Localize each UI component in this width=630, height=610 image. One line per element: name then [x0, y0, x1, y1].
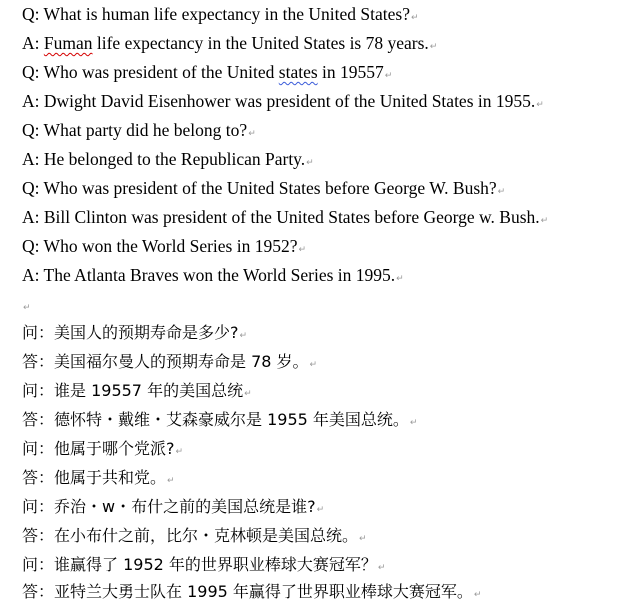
paragraph-mark-icon: ↵: [248, 129, 256, 139]
paragraph-mark-icon: ↵: [298, 245, 307, 255]
paragraph-mark-icon: ↵: [239, 331, 248, 341]
paragraph-mark-icon: ↵: [536, 100, 544, 110]
paragraph-mark-icon: ↵: [306, 158, 314, 168]
empty-paragraph[interactable]: [22, 290, 31, 319]
paragraph-mark-icon: ↵: [410, 13, 419, 23]
en-answer-3[interactable]: A: He belonged to the Republican Party.↵: [22, 149, 314, 169]
grammar-error-states[interactable]: states: [278, 62, 318, 82]
paragraph-mark-icon: ↵: [167, 476, 175, 486]
paragraph-mark-icon: ↵: [384, 71, 393, 81]
en-answer-4[interactable]: A: Bill Clinton was president of the United States before George w. Bush.↵: [22, 207, 549, 227]
paragraph-mark-icon: ↵: [309, 360, 318, 370]
zh-answer-1[interactable]: 答：美国福尔曼人的预期寿命是 78 岁。↵: [22, 352, 318, 371]
paragraph-mark-icon: ↵: [429, 42, 438, 52]
paragraph-mark-icon: ↵: [540, 216, 549, 226]
en-answer-5[interactable]: A: The Atlanta Braves won the World Series in 1995.↵: [22, 265, 404, 285]
zh-question-3[interactable]: 问：他属于哪个党派?↵: [22, 439, 184, 458]
paragraph-mark-icon: ↵: [497, 187, 506, 197]
paragraph-mark-icon: ↵: [409, 418, 418, 428]
zh-answer-2[interactable]: 答：德怀特・戴维・艾森豪威尔是 1955 年美国总统。↵: [22, 410, 418, 429]
zh-answer-4[interactable]: 答：在小布什之前，比尔・克林顿是美国总统。↵: [22, 526, 367, 545]
en-question-4[interactable]: Q: Who was president of the United States before George W. Bush?↵: [22, 178, 506, 198]
paragraph-mark-icon: ↵: [377, 563, 386, 573]
en-question-1[interactable]: Q: What is human life expectancy in the United States?↵: [22, 4, 419, 24]
en-question-5[interactable]: Q: Who won the World Series in 1952?↵: [22, 236, 307, 256]
en-question-2[interactable]: Q: Who was president of the United states in 19557↵: [22, 62, 393, 82]
en-answer-1[interactable]: A: Fuman life expectancy in the United States is 78 years.↵: [22, 33, 438, 53]
paragraph-mark-icon: ↵: [244, 389, 252, 399]
paragraph-mark-icon: ↵: [23, 303, 31, 313]
paragraph-mark-icon: ↵: [359, 534, 367, 544]
paragraph-mark-icon: ↵: [175, 447, 184, 457]
paragraph-mark-icon: ↵: [396, 274, 404, 284]
en-question-3[interactable]: Q: What party did he belong to?↵: [22, 120, 256, 140]
zh-answer-5[interactable]: 答：亚特兰大勇士队在 1995 年赢得了世界职业棒球大赛冠军。↵: [22, 582, 482, 601]
spelling-error-fuman[interactable]: Fuman: [43, 33, 93, 53]
zh-answer-3[interactable]: 答：他属于共和党。↵: [22, 468, 175, 487]
zh-question-1[interactable]: 问：美国人的预期寿命是多少?↵: [22, 323, 248, 342]
zh-question-5[interactable]: 问：谁赢得了 1952 年的世界职业棒球大赛冠军？↵: [22, 555, 386, 574]
paragraph-mark-icon: ↵: [316, 505, 325, 515]
en-answer-2[interactable]: A: Dwight David Eisenhower was president of the United States in 1955.↵: [22, 91, 544, 111]
zh-question-4[interactable]: 问：乔治・w・布什之前的美国总统是谁?↵: [22, 497, 325, 516]
paragraph-mark-icon: ↵: [473, 590, 482, 600]
zh-question-2[interactable]: 问：谁是 19557 年的美国总统↵: [22, 381, 252, 400]
